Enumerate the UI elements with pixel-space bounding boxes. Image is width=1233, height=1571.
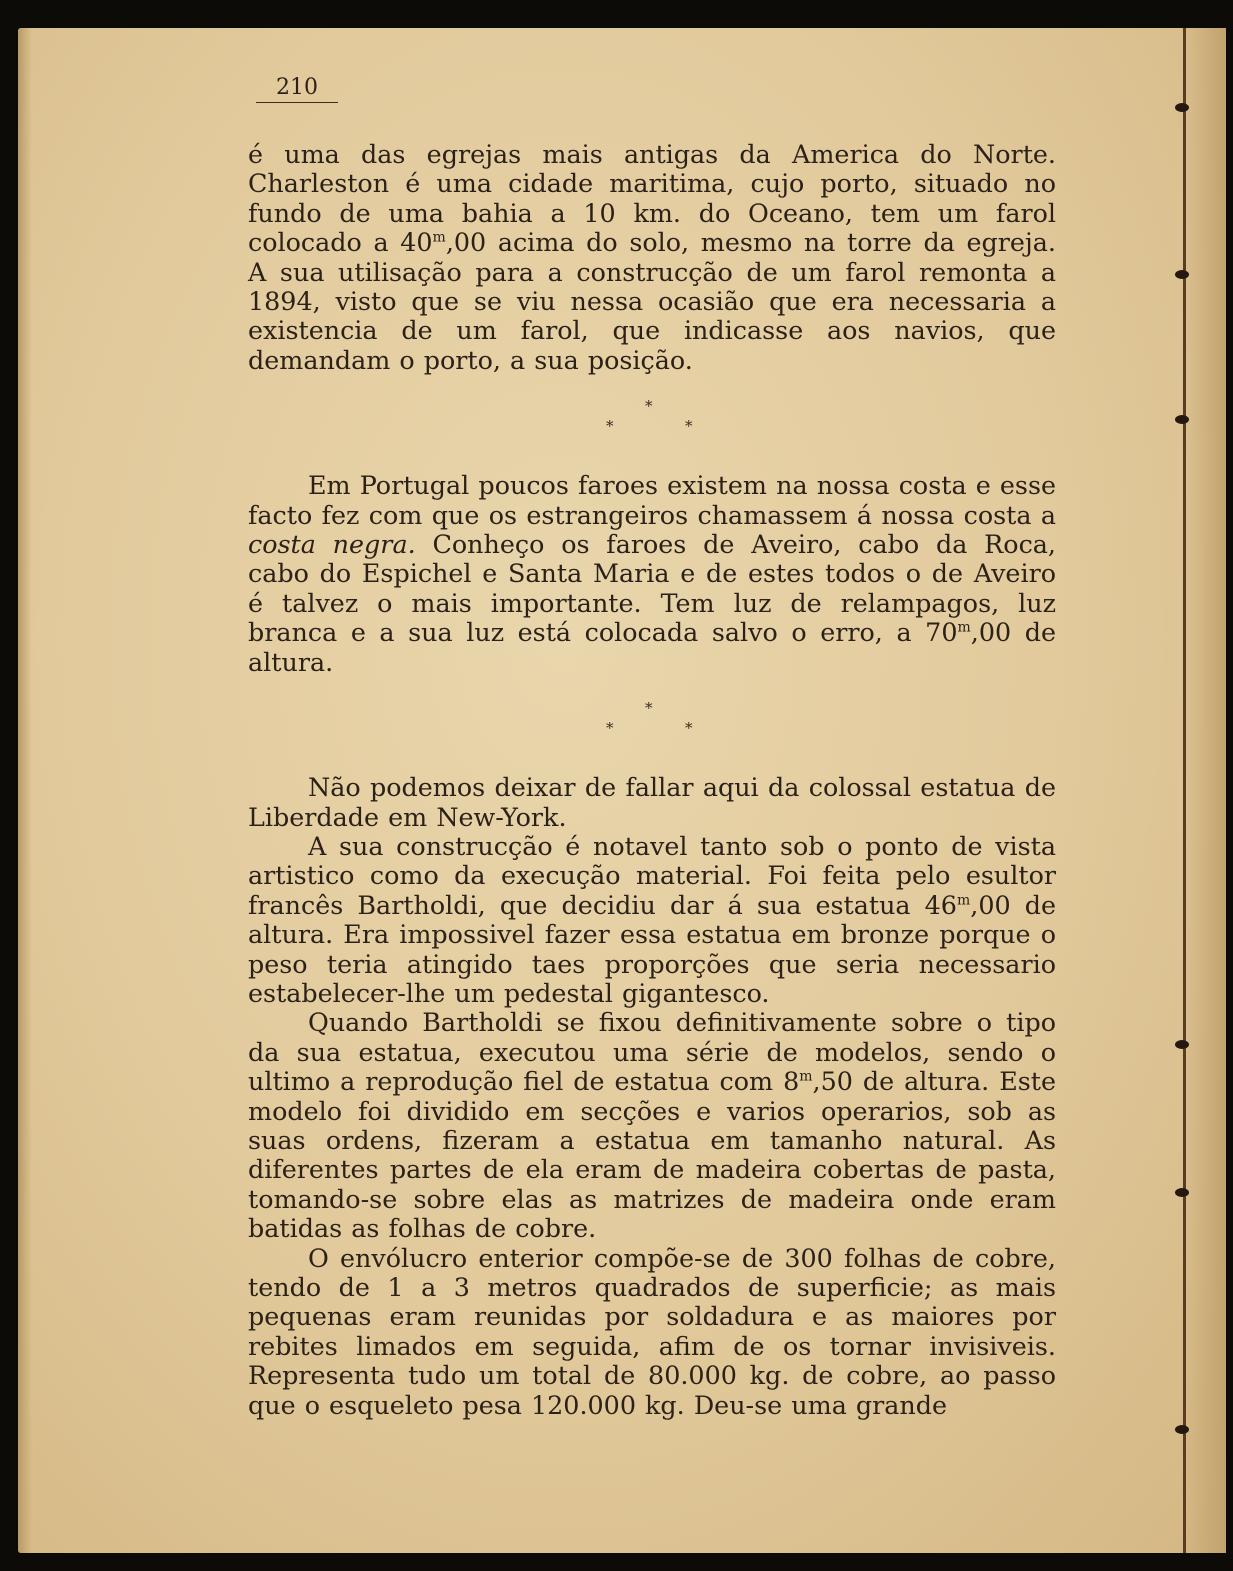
paragraph-liberty-models: Quando Bartholdi se fixou definitivamente sobre o tipo da sua estatua, executou uma série de modelos, sendo o ultimo a reprodução fiel de estatua com 8$^m$,50 de altura. Este modelo foi dividido em secções e varios operarios, sob as suas ordens, fizeram a estatua em tamanho natural. As diferentes partes de ela eram de madeira cobertas de pasta, tomando-se sobre elas as matrizes de madeira onde eram batidas as folhas de cobre. [248,1007,1057,1244]
italic-costa-negra: costa negra. [248,529,416,560]
binding-stitch [1175,103,1189,112]
asterisk-ornament: * [685,417,693,436]
asterisk-ornament: * [645,397,653,416]
binding-stitch [1175,270,1189,279]
binding-thread [1183,28,1186,1553]
asterisk-ornament: * [645,699,653,718]
paragraph-portugal: Em Portugal poucos faroes existem na nossa costa e esse facto fez com que os estrangeiros chamassem á nossa costa a costa negra. Conheço os faroes de Aveiro, cabo da Roca, cabo do Espichel e Santa Maria e de estes todos o de Aveiro é talvez o mais importante. Tem luz de relampagos, luz branca e a sua luz está colocada salvo o erro, a 70$^m$,00 de altura. [248,470,1056,677]
book-page [18,28,1226,1553]
paragraph-charleston: é uma das egrejas mais antigas da America do Norte. Charleston é uma cidade maritima, cujo porto, situado no fundo de uma bahia a 10 km. do Oceano, tem um farol colocado a 40$^m$,00 acima do solo, mesmo na torre da egreja. A sua utilisação para a construcção de um farol remonta a 1894, visto que se viu nessa ocasião que era necessaria a existencia de um farol, que indicasse aos navios, que demandam o porto, a sua posição. [248,139,1056,375]
section-separator-1 [248,375,1056,471]
asterisk-ornament: * [606,719,614,738]
paragraph-liberty-construction: A sua construcção é notavel tanto sob o ponto de vista artistico como da execução material. Foi feita pelo esultor francês Bartholdi, que decidiu dar á sua estatua 46$^m$,00 de altura. Era impossivel fazer essa estatua em bronze porque o peso teria atingido taes proporções que seria necessario estabelecer-lhe um pedestal gigantesco. [248,830,1057,1008]
paragraph-liberty-copper: O envólucro enterior compõe-se de 300 folhas de cobre, tendo de 1 a 3 metros quadrados de superficie; as mais pequenas eram reunidas por soldadura e as maiores por rebites limados em seguida, afim de os tornar invisiveis. Representa tudo um total de 80.000 kg. de cobre, ao passo que o esqueleto pesa 120.000 kg. Deu-se uma grande [248,1242,1056,1420]
binding-stitch [1175,415,1189,424]
asterisk-ornament: * [606,417,614,436]
binding-stitch [1175,1425,1189,1434]
page-number: 210 [256,74,338,103]
binding-stitch [1175,1040,1189,1049]
section-separator-2 [248,677,1056,773]
page-text [248,140,1056,1420]
paragraph-liberty-intro: Não podemos deixar de fallar aqui da colossal estatua de Liberdade em New-York. [248,772,1056,832]
binding-stitch [1175,1188,1189,1197]
asterisk-ornament: * [685,719,693,738]
